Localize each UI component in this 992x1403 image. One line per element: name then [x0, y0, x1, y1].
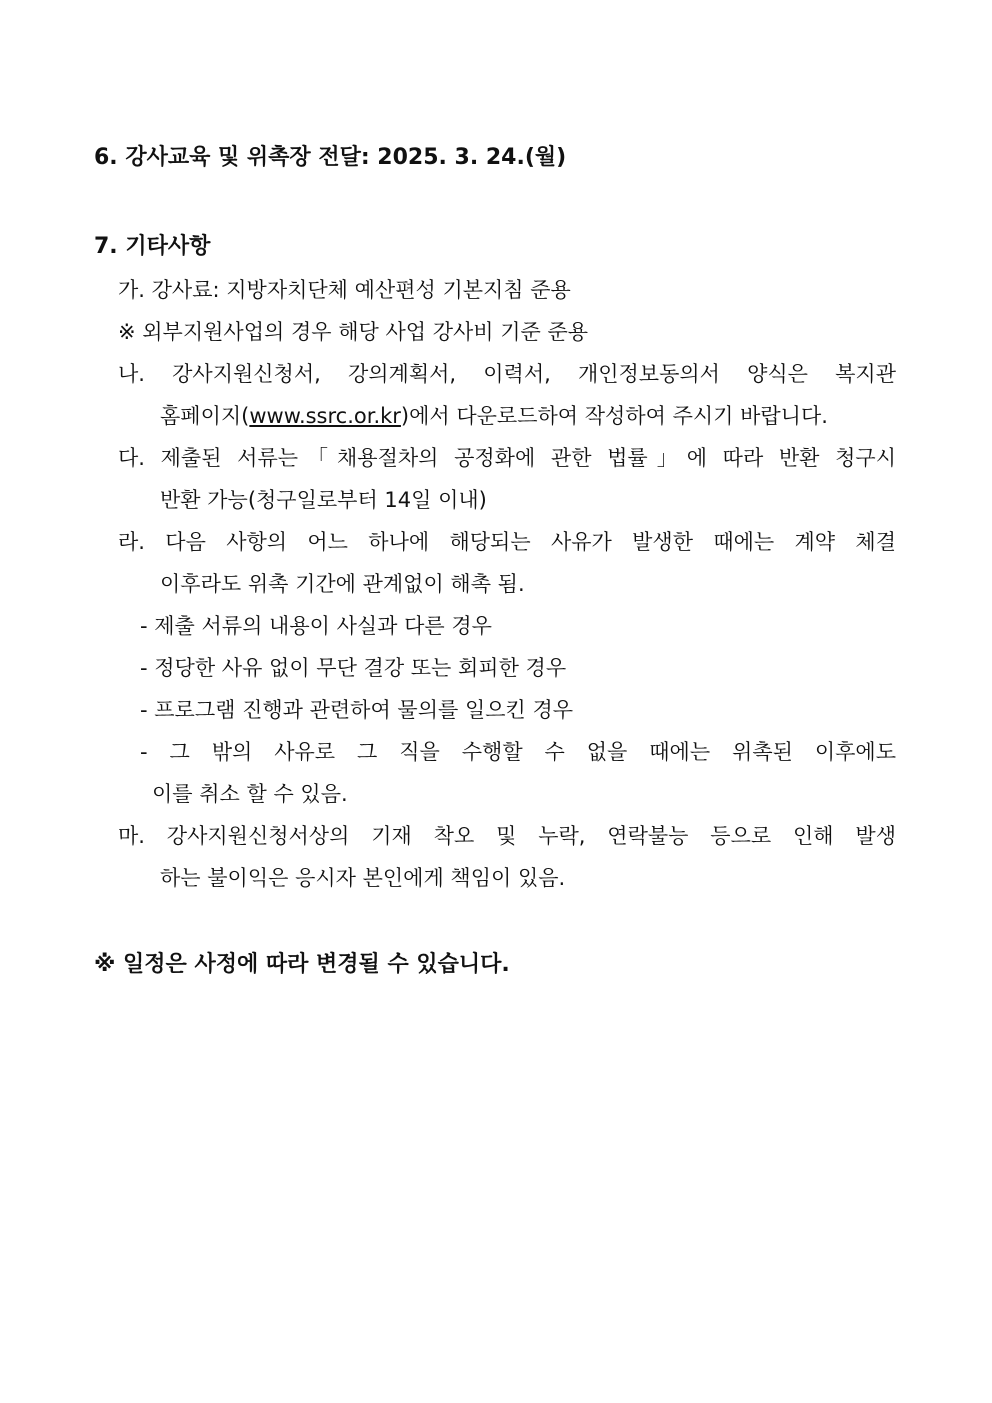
schedule-change-note: ※ 일정은 사정에 따라 변경될 수 있습니다. — [94, 952, 510, 977]
item-ma-line1: 마. 강사지원신청서상의 기재 착오 및 누락, 연락불능 등으로 인해 발생 — [118, 824, 896, 848]
item-na-line2-before: 홈페이지( — [160, 404, 250, 428]
item-na-line2 — [160, 400, 828, 430]
item-ra-bullet-4-line2: 이를 취소 할 수 있음. — [152, 782, 348, 806]
homepage-link[interactable]: www.ssrc.or.kr — [249, 404, 401, 428]
item-ga: 가. 강사료: 지방자치단체 예산편성 기본지침 준용 — [118, 278, 571, 302]
item-ra-bullet-2: - 정당한 사유 없이 무단 결강 또는 회피한 경우 — [140, 656, 567, 680]
item-ra-bullet-1: - 제출 서류의 내용이 사실과 다른 경우 — [140, 614, 492, 638]
item-ra-bullet-4-line1: - 그 밖의 사유로 그 직을 수행할 수 없을 때에는 위촉된 이후에도 — [140, 740, 896, 764]
item-na-line1: 나. 강사지원신청서, 강의계획서, 이력서, 개인정보동의서 양식은 복지관 — [118, 362, 896, 386]
section7-heading: 7. 기타사항 — [94, 234, 211, 259]
item-ma-line2: 하는 불이익은 응시자 본인에게 책임이 있음. — [160, 866, 566, 890]
section6-heading: 6. 강사교육 및 위촉장 전달: 2025. 3. 24.(월) — [94, 145, 567, 170]
note-external-support: ※ 외부지원사업의 경우 해당 사업 강사비 기준 준용 — [118, 320, 589, 344]
item-da-line2: 반환 가능(청구일로부터 14일 이내) — [160, 488, 487, 512]
item-ra-bullet-3: - 프로그램 진행과 관련하여 물의를 일으킨 경우 — [140, 698, 574, 722]
item-na-line2-after: )에서 다운로드하여 작성하여 주시기 바랍니다. — [400, 404, 828, 428]
item-ra-line1: 라. 다음 사항의 어느 하나에 해당되는 사유가 발생한 때에는 계약 체결 — [118, 530, 896, 554]
item-da-line1: 다. 제출된 서류는「채용절차의 공정화에 관한 법률」에 따라 반환 청구시 — [118, 446, 896, 470]
item-ra-line2: 이후라도 위촉 기간에 관계없이 해촉 됨. — [160, 572, 525, 596]
